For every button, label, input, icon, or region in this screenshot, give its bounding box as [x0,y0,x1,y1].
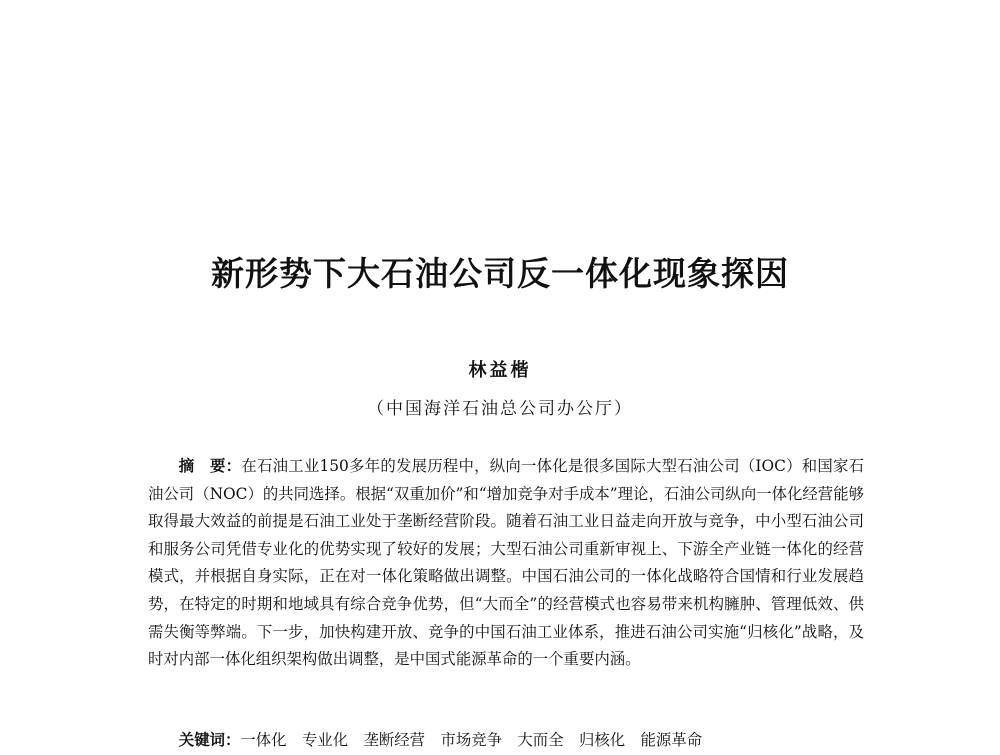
keywords-line [148,727,864,755]
abstract-text: 在石油工业150多年的发展历程中，纵向一体化是很多国际大型石油公司（IOC）和国家石油公司（NOC）的共同选择。根据“双重加价”和“增加竞争对手成本”理论，石油公司纵向一体化经营能够取得最大效益的前提是石油工业处于垄断经营阶段。随着石油工业日益走向开放与竞争，中小型石油公司和服务公司凭借专业化的优势实现了较好的发展；大型石油公司重新审视上、下游全产业链一体化的经营模式，并根据自身实际，正在对一体化策略做出调整。中国石油公司的一体化战略符合国情和行业发展趋势，在特定的时期和地域具有综合竞争优势，但“大而全”的经营模式也容易带来机构臃肿、管理低效、供需失衡等弊端。下一步，加快构建开放、竞争的中国石油工业体系，推进石油公司实施“归核化”战略，及时对内部一体化组织架构做出调整，是中国式能源革命的一个重要内涵。 [148,457,864,669]
abstract-paragraph [148,453,864,674]
abstract-label: 摘 要： [178,457,242,475]
keywords-text: 一体化 专业化 垄断经营 市场竞争 大而全 归核化 能源革命 [240,731,703,749]
author-name: 林益楷 [468,360,532,381]
author-affiliation: （中国海洋石油总公司办公厅） [367,399,633,419]
paper-title: 新形势下大石油公司反一体化现象探因 [211,254,789,293]
keywords-label: 关键词： [178,731,241,749]
